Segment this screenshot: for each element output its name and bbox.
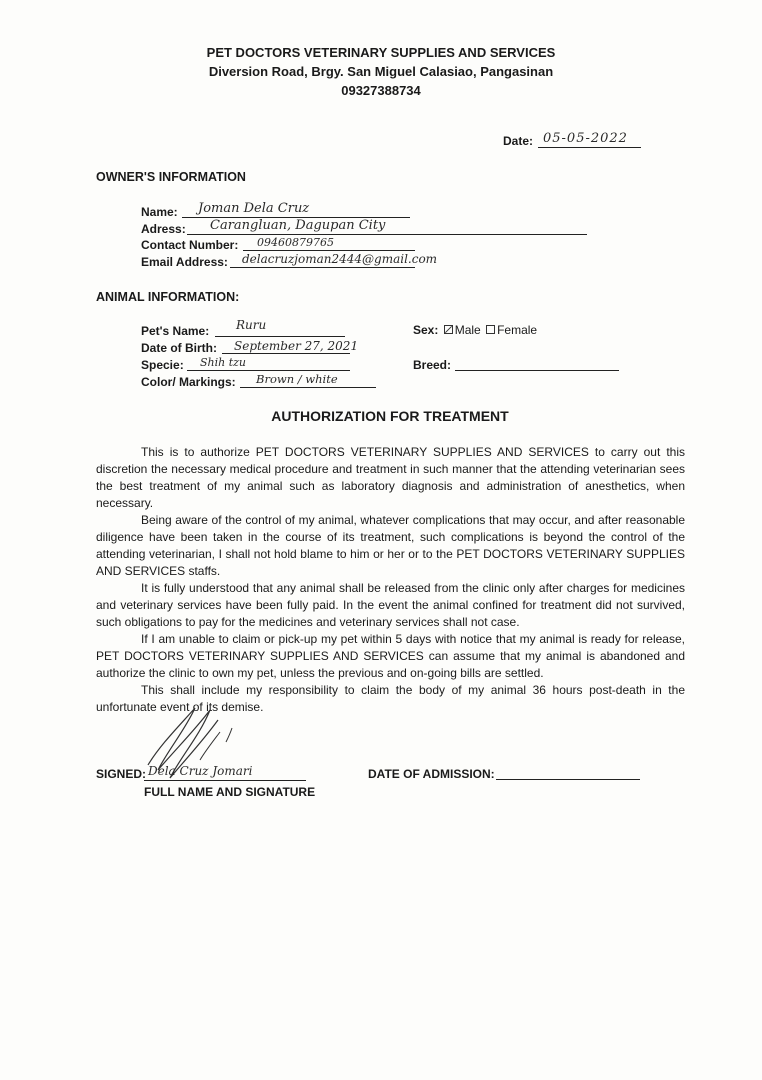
owner-contact-label: Contact Number:: [141, 238, 239, 252]
company-name: PET DOCTORS VETERINARY SUPPLIES AND SERVICES: [206, 45, 556, 60]
breed-label: Breed:: [413, 358, 452, 372]
authorization-paragraph-2: Being aware of the control of my animal, whatever complications that may occur, and after reasonable diligence have been taken in the course of its treatment, such complications is beyond the control of the attending veterinarian, I shall not hold blame to him or her or to the PET DOCTORS VETERINARY SUPPLIES AND SERVICES staffs.: [96, 513, 685, 578]
owner-name-label: Name:: [141, 205, 178, 219]
owner-address-label: Adress:: [141, 222, 186, 236]
authorization-paragraph-3: It is fully understood that any animal shall be released from the clinic only after charges for medicines and veterinary services have been fully paid. In the event the animal confined for treatment did not survived, such obligations to pay for the medicines and veterinary services shall not case.: [96, 581, 685, 629]
male-checkbox[interactable]: [444, 325, 453, 334]
owner-heading: OWNER'S INFORMATION: [96, 170, 246, 184]
sex-label: Sex:: [413, 323, 439, 337]
dob-label: Date of Birth:: [141, 341, 217, 355]
owner-contact-value: 09460879765: [257, 236, 334, 249]
signed-label: SIGNED:: [96, 767, 147, 781]
signed-value: Dela Cruz Jomari: [148, 764, 253, 778]
specie-value: Shih tzu: [200, 356, 247, 369]
authorization-paragraph-4: If I am unable to claim or pick-up my pet within 5 days with notice that my animal is ready for release, PET DOCTORS VETERINARY SUPPLIES AND SERVICES can assume that my animal is abandoned and authorize the clinic to own my pet, unless the previous and on-going bills are settled.: [96, 632, 685, 680]
owner-contact-line: [243, 250, 415, 251]
pet-name-value: Ruru: [236, 318, 267, 332]
color-markings-line: [240, 387, 376, 388]
pet-name-line: [215, 336, 345, 337]
owner-email-value: delacruzjoman2444@gmail.com: [242, 252, 438, 266]
owner-address-value: Carangluan, Dagupan City: [210, 218, 386, 233]
authorization-paragraph-5: This shall include my responsibility to claim the body of my animal 36 hours post-death in the unfortunate event of its demise.: [96, 683, 685, 714]
specie-line: [187, 370, 350, 371]
company-phone: 09327388734: [341, 83, 421, 98]
admission-line: [496, 779, 640, 780]
specie-label: Specie:: [141, 358, 184, 372]
dob-line: [222, 353, 350, 354]
color-markings-value: Brown / white: [256, 372, 338, 386]
pet-name-label: Pet's Name:: [141, 324, 210, 338]
owner-address-line: [187, 234, 587, 235]
date-line: [538, 147, 641, 148]
sex-field: [413, 323, 537, 337]
date-value: 05-05-2022: [543, 131, 628, 146]
company-address: Diversion Road, Brgy. San Miguel Calasiao, Pangasinan: [208, 64, 554, 79]
admission-label: DATE OF ADMISSION:: [368, 767, 495, 781]
animal-heading: ANIMAL INFORMATION:: [96, 290, 240, 304]
owner-name-value: Joman Dela Cruz: [198, 201, 310, 216]
signed-line: [144, 780, 306, 781]
owner-email-label: Email Address:: [141, 255, 228, 269]
male-option-label: Male: [454, 323, 481, 337]
signature-caption: FULL NAME AND SIGNATURE: [144, 785, 316, 799]
authorization-title: AUTHORIZATION FOR TREATMENT: [271, 408, 509, 424]
breed-line: [455, 370, 619, 371]
female-option-label: Female: [497, 323, 538, 337]
dob-value: September 27, 2021: [234, 339, 359, 353]
female-checkbox[interactable]: [486, 325, 495, 334]
color-markings-label: Color/ Markings:: [141, 375, 236, 389]
date-label: Date:: [503, 134, 534, 148]
owner-email-line: [230, 267, 415, 268]
authorization-paragraph-1: This is to authorize PET DOCTORS VETERINARY SUPPLIES AND SERVICES to carry out this discretion the necessary medical procedure and treatment in such manner that the attending veterinarian sees the best treatment of my animal such as laboratory diagnosis and administration of anesthetics, when necessary.: [96, 445, 685, 510]
